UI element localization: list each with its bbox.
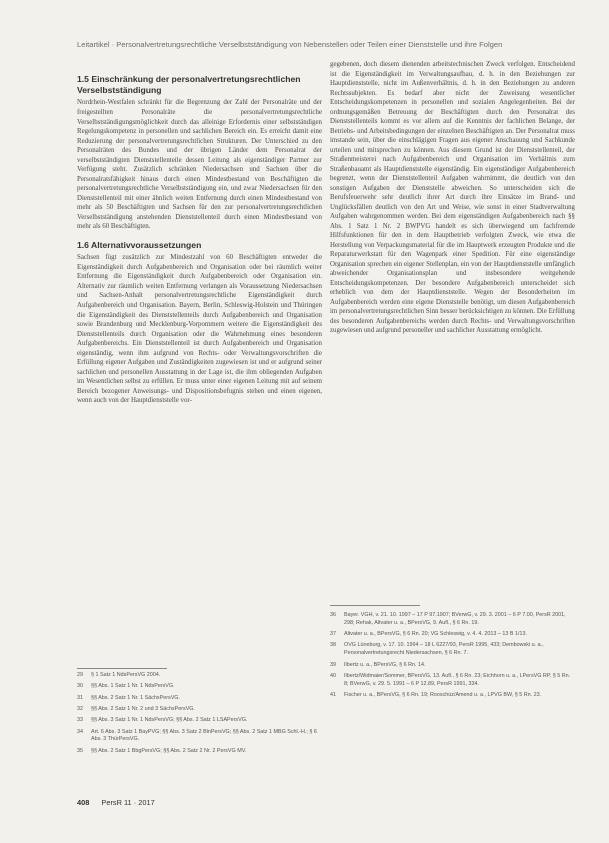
- section-1-5-paragraph: Nordrhein-Westfalen schränkt für die Begrenzung der Zahl der Personalräte und der freigestellten Personalräte die personalvertretungsrechtliche Verselbstständigungsmöglichkeit durch das alleinige Erfordernis einer selbstständigen Regelungskompetenz in personellen und sachlichen Bereich ein. Es erreicht damit eine Reduzierung der personalvertretungsrechtlichen Strukturen. Der Unterschied zu den Personalräten des Bundes und der übrigen Länder dem Personalrat der verselbstständigten Dienststellenteile dessen Leitung als eigenständiger Partner zur Verfügung steht. Zusätzlich schränken Niedersachsen und Sachsen über die Personalratsfähigkeit hinaus durch einen Mindestbestand von Beschäftigten die personalvertretungsrechtliche Verselbstständigung ein, und zwar Niedersachsen für den Dienststellenteil mit einer ähnlich weiten Entfernung durch einen Mindestbestand von mehr als 50 Beschäftigten und Sachsen für den zur personalvertretungsrechtlichen Verselbstständigung anstehenden Dienststellenteil durch einen Mindestbestand von mehr als 60 Beschäftigten.: [77, 99, 322, 231]
- footnote: 40 Ilbertz/Widmaier/Sommer, BPersVG, 13. Aufl., § 6 Rn. 23; Eichhorn u. a., LPersVG RP, § 5 Rn. 8; BVerwG, v. 29. 5. 1991 – 6 P 12.89, PersR 1991, 334.: [330, 672, 571, 687]
- section-heading-1-5: 1.5 Einschränkung der personalvertretungsrechtlichen Verselbstständigung: [77, 74, 301, 95]
- section-gap: [77, 232, 322, 240]
- footnote: 35 §§ Abs. 2 Satz 1 BbgPersVG; §§ Abs. 2 Satz 2 Nr. 2 PersVG MV.: [77, 747, 247, 754]
- footnote-divider-left: [77, 668, 167, 669]
- footnote: 31 §§ Abs. 2 Satz 1 Nr. 1 SächsPersVG.: [77, 694, 180, 701]
- footnote: 39 Ilbertz u. a., BPersVG, § 6 Rn. 14.: [330, 661, 426, 668]
- footnotes-right: [330, 612, 575, 703]
- page-number: 408: [77, 798, 90, 807]
- footnote: 34 Art. 6 Abs. 3 Satz 1 BayPVG; §§ Abs. 3 Satz 2 BlnPersVG; §§ Abs. 2 Satz 1 MBG Schl.-H.; § 6 Abs. 3 ThürPersVG.: [77, 728, 317, 743]
- journal-issue: PersR 11 · 2017: [101, 798, 155, 807]
- footnote: 37 Altvater u. a., BPersVG, § 6 Rn. 20; VG Schleswig, v. 4. 4. 2013 – 13 B 1/13.: [330, 631, 527, 638]
- section-1-6-paragraph: Sachsen fügt zusätzlich zur Mindestzahl von 60 Beschäftigten entweder die Eigenständigkeit durch Aufgabenbereich und Organisation oder bei räumlich weiter Entfernung die Eigenständigkeit durch Aufgabenbereich oder Organisation ein. Alternativ zur räumlich weiten Entfernung verlangen als Voraussetzung Niedersachsen und Sachsen-Anhalt personalvertretungsrechtliche Eigenständigkeit durch Aufgabenbereich und Organisation. Bayern, Berlin, Schleswig-Holstein und Thüringen die Eigenständigkeit des Dienststellenteils durch Aufgabenbereich und Organisation sowie Brandenburg und Mecklenburg-Vorpommern weitere die Eigenständigkeit des Dienststellenteils durch Organisation oder die Wahrnehmung eines besonderen Aufgabenbereichs. Ein Dienststellenteil ist durch Aufgabenbereich und Organisation eigenständig, wenn ihm aufgrund von Rechts- oder Verwaltungsvorschriften die Erfüllung eigener Aufgaben und Zuständigkeiten zugewiesen ist und er aufgrund seiner sachlichen und personellen Ausstattung in der Lage ist, die ihm obliegenden Aufgaben im Wesentlichen selbst zu erfüllen. Er muss unter einer eigenen Leitung mit auf seinem Bereich bezogener Anweisungs- und Dispositionsbefugnis stehen und einen eigenen, wenn auch von der Hauptdienststelle vor-: [77, 254, 322, 405]
- running-head: Leitartikel · Personalvertretungsrechtliche Verselbstständigung von Nebenstellen oder Teilen einer Dienststelle und ihre Folgen: [77, 40, 503, 49]
- footnote: 41 Fischer u. a., BPersVG, § 6 Rn. 19; Rooschüz/Amend u. a., LPVG BW, § 5 Rn. 23.: [330, 692, 542, 699]
- footnote: 29 § 1 Satz 1 NdsPersVG 2004.: [77, 672, 161, 678]
- footnote-divider-right: [330, 605, 420, 606]
- section-heading-1-6: 1.6 Alternativvoraussetzungen: [77, 239, 202, 250]
- right-column: [330, 60, 575, 336]
- footnote: 38 OVG Lüneburg, v. 17. 10. 1994 – 18 L 6227/93, PersR 1995, 433; Dembowski u. a., Personalvertretungsrecht Niedersachsen, § 6 Rn. 7.: [330, 642, 544, 657]
- footnotes-left: [77, 672, 322, 759]
- left-column: [77, 74, 322, 406]
- footnote: 36 Bayer. VGH, v. 21. 10. 1997 – 17 P 97.1907; BVerwG, v. 29. 3. 2001 – 6 P 7.00, PersR 2001, 298; Rehak, Altvater u. a., BPersVG, 9. Aufl., § 6 Rn. 19.: [330, 612, 566, 626]
- footnote: 30 §§ Abs. 1 Satz 1 Nr. 1 NdsPersVG.: [77, 683, 175, 690]
- footnote: 32 §§ Abs. 2 Satz 1 Nr. 2 und 3 SächsPersVG.: [77, 705, 195, 712]
- right-column-paragraph: gegebenen, doch diesem dienenden arbeitstechnischen Zweck verfolgen. Entscheidend ist die Eigenständigkeit im Verwaltungsaufbau, d. h. in den Beziehungen zur Hauptdienststelle, nicht im Außenverhältnis, d. h. in den Beziehungen zu anderen Rechtssubjekten. Es bedarf aber nicht der Zuweisung wesentlicher Entscheidungskompetenzen in personellen und sozialen Angelegenheiten. Bei der ordnungsgemäßen Betreuung der Beschäftigten durch den Personalrat des Dienststellenteils kommt es vor allem auf die Kenntnis der fachlichen Belange, der Betriebs- und Arbeitsbedingungen der einzelnen Beschäftigten an. Der Personalrat muss imstande sein, über die einschlägigen Fragen aus eigener Anschauung und Sachkunde urteilen und mitsprechen zu können. Aus diesem Grund ist der Dienststellenteil, der Straßenmeisterei nach Aufgabenbereich und Organisation im Verhältnis zum Straßenbauamt als Hauptdienststelle eigenständig. Ein eigenständiger Aufgabenbereich begrenzt, wenn der Dienststellenteil Aufgaben wahrnimmt, die deutlich von den sonstigen Aufgaben der Dienststelle abweichen. So unterscheiden sich die Berufsfeuerwehr sehr deutlich ihrer Art durch ihre Einsätze im Brand- und Unglücksfällen deutlich von den Art und Weise, wie sonst in einer Stadtverwaltung Aufgaben wahrgenommen werden. Bei dem eigenständigen Aufgabenbereich nach §§ Abs. 1 Satz 1 Nr. 2 BWPVG handelt es sich überwiegend um fachfremde Hilfsfunktionen für den in dem Hauptbetrieb verfolgten Zweck, wie etwa die Herstellung von Verpackungsmaterial für die im Hauptwerk erzeugten Produkte und die Reparaturwerkstatt für den Wagenpark einer Spedition. Für eine eigenständige Organisation sprechen ein eigener Stellenplan, ein von der Hauptdienststelle umfänglich abweichender Organisationsplan und insbesondere weitgehende Entscheidungskompetenzen. Der besondere Aufgabenbereich unterscheidet sich erheblich von dem der Hauptdienststelle. Wegen der Besonderheiten im Aufgabenbereich werden eine eigene Dienststelle benötigt, um diesen Aufgabenbereich im personalvertretungsrechtlichen Sinn besser berücksichtigen zu können. Die Erfüllung des besonderen Aufgabenbereichs werden durch Rechts- und Verwaltungsvorschriften zugewiesen und aufgrund personeller und sachlicher Ausstattung ermöglicht.: [330, 61, 575, 335]
- page-footer: [77, 798, 155, 807]
- footnote: 33 §§ Abs. 3 Satz 1 Nr. 1 NdsPersVG; §§ Abs. 2 Satz 1 LSAPersVG.: [77, 717, 248, 724]
